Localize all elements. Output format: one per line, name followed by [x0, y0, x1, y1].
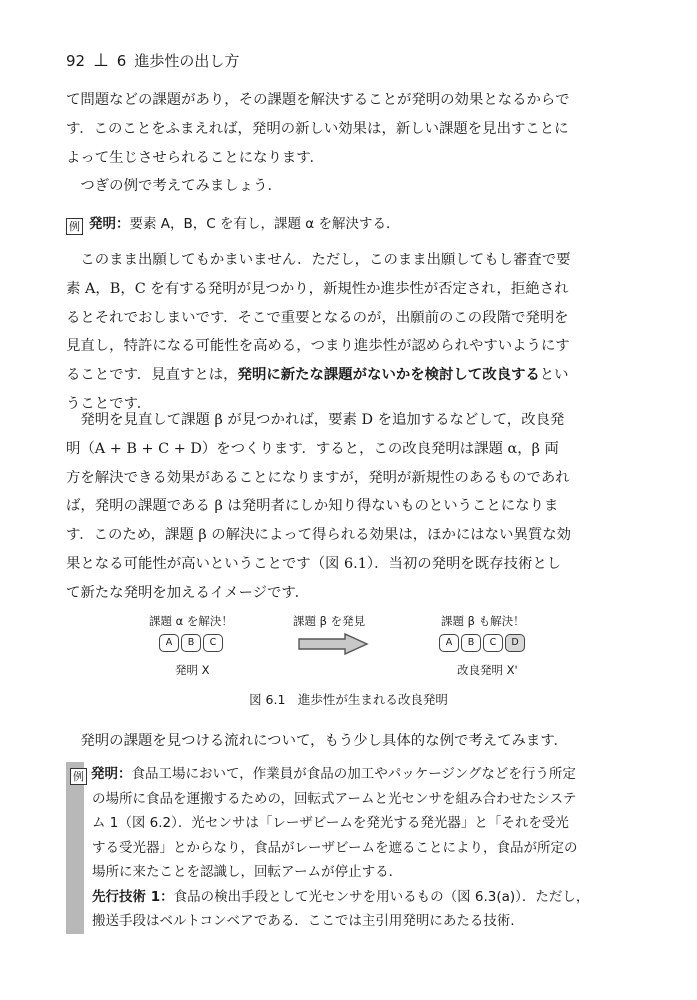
text-line: 発明を見直して課題 β が見つかれば，要素 D を追加するなどして，改良発	[80, 412, 565, 428]
element-chip: B	[461, 634, 481, 652]
text-line: す．このため，課題 β の解決によって得られる効果は，ほかにはない異質な効	[66, 527, 572, 544]
example-2-content	[73, 762, 632, 934]
left-chip-row	[159, 634, 223, 652]
text-line: 明（A + B + C + D）をつくります．すると，この改良発明は課題 α，β 両	[66, 440, 559, 457]
text-segment: 食品工場において，作業員が食品の加工やパッケージングなどを行う所定	[131, 766, 576, 782]
text-segment: ることです．見直すとは，	[66, 367, 238, 384]
page-header	[66, 50, 239, 71]
text-line: 方を解決できる効果があることになりますが，発明が新規性のあるものであれ	[66, 469, 570, 486]
example-2-box	[66, 762, 636, 934]
right-chip-row	[439, 634, 525, 652]
example-label: 発明：	[89, 216, 130, 232]
paragraph-5	[66, 727, 629, 756]
paragraph-1	[66, 86, 629, 201]
text-line: よって生じさせられることになります．	[66, 149, 324, 166]
text-line	[73, 762, 632, 787]
page-number: 92	[66, 51, 86, 70]
text-line	[66, 361, 629, 390]
right-top-label: 課題 β も解決！	[441, 614, 525, 628]
example-sidebar	[66, 762, 84, 934]
text-line: ム 1（図 6.2）．光センサは「レーザビームを発光する発光器」と「それを受光	[92, 815, 569, 831]
text-line: す．このことをふまえれば，発明の新しい効果は，新しい課題を見出すことに	[66, 120, 569, 137]
emphasis-text: 発明に新たな課題がないかを検討して改良する	[237, 367, 540, 384]
text-line: て問題などの課題があり，その課題を解決することが発明の効果となるからで	[66, 92, 570, 108]
text-line: 搬送手段はベルトコンベアである．ここでは主引用発明にあたる技術．	[92, 913, 524, 929]
chapter-title: 進歩性の出し方	[134, 52, 240, 70]
text-line: て新たな発明を加えるイメージです．	[66, 584, 310, 601]
right-arrow-icon	[297, 632, 369, 656]
arrow-label: 課題 β を発見	[293, 614, 366, 628]
element-chip: A	[439, 634, 459, 652]
element-chip: D	[505, 634, 525, 652]
element-chip: A	[159, 634, 179, 652]
paragraph-4	[66, 406, 629, 608]
text-line: 場所に来たことを認識し，回転アームが停止する．	[92, 864, 403, 880]
left-bottom-label: 発明 X	[175, 663, 210, 677]
figure-caption: 図 6.1 進歩性が生まれる改良発明	[249, 692, 448, 707]
example-1	[66, 212, 626, 235]
text-line: うことです．	[66, 395, 152, 412]
header-separator: ⊥	[93, 49, 109, 71]
text-line: する受光器」とからなり，食品がレーザビームを遮ることにより，食品が所定の	[92, 839, 578, 856]
chapter-number: 6	[116, 51, 127, 70]
prior-art-label: 先行技術 1：	[92, 888, 174, 905]
text-line: の場所に食品を運搬するための，回転式アームと光センサを組み合わせたシステ	[92, 790, 577, 807]
example-badge-icon: 例	[66, 218, 83, 235]
left-top-label: 課題 α を解決！	[149, 614, 233, 628]
text-line: 発明の課題を見つける流れについて，もう少し具体的な例で考えてみます．	[80, 733, 568, 749]
element-chip: B	[181, 634, 201, 652]
text-line	[92, 885, 632, 910]
text-line: 果となる可能性が高いということです（図 6.1）．当初の発明を既存技術とし	[66, 555, 562, 572]
example-label: 発明：	[91, 766, 132, 782]
text-segment: 食品の検出手段として光センサを用いるもの（図 6.3(a)）．ただし，	[173, 888, 590, 905]
right-bottom-label: 改良発明 X'	[457, 663, 518, 677]
example-badge-icon: 例	[70, 768, 87, 785]
text-line: このまま出願してもかまいません．ただし，このまま出願してもし審査で要	[80, 252, 571, 268]
text-line: つぎの例で考えてみましょう．	[80, 178, 282, 195]
example-text: 要素 A，B，C を有し，課題 α を解決する．	[129, 216, 400, 232]
element-chip: C	[203, 634, 223, 652]
text-line: るとそれでおしまいです．そこで重要となるのが，出願前のこの段階で発明を	[66, 309, 569, 326]
text-line: 素 A，B，C を有する発明が見つかり，新規性か進歩性が否定され，拒絶され	[66, 280, 569, 297]
text-line: ば，発明の課題である β は発明者にしか知り得ないものということになりま	[66, 498, 559, 515]
paragraph-3	[66, 246, 629, 419]
text-segment: とい	[539, 367, 569, 384]
element-chip: C	[483, 634, 503, 652]
text-line: 見直し，特許になる可能性を高める，つまり進歩性が認められやすいようにす	[66, 338, 570, 355]
